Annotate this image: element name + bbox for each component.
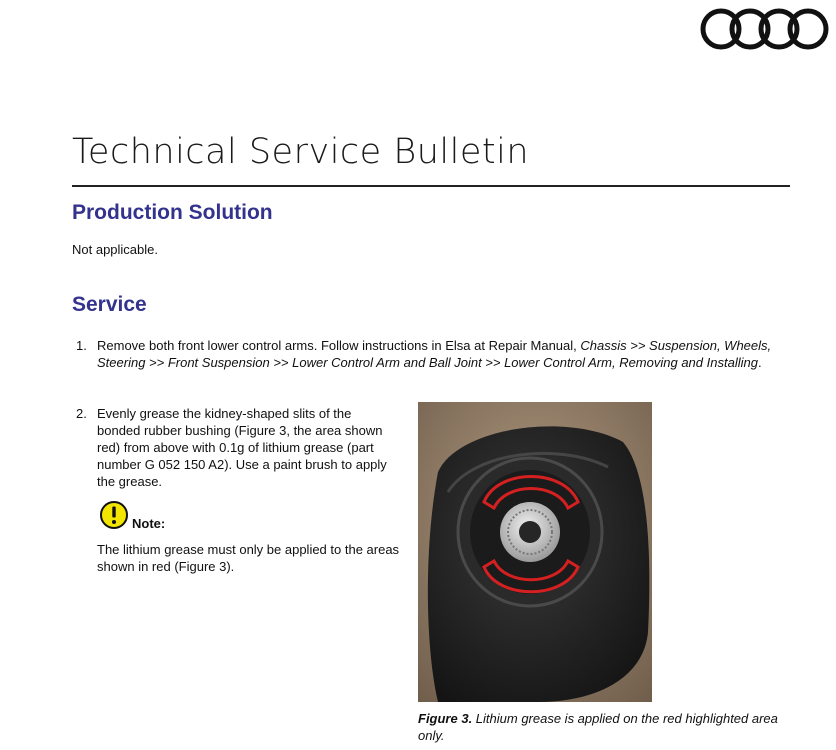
production-solution-text: Not applicable. [72,242,158,257]
step-text: Evenly grease the kidney-shaped slits of the bonded rubber bushing (Figure 3, the area shown red) from above with 0.1g of lithium grease (part number G 052 150 A2). Use a paint brush to apply the grease. [97,406,387,489]
page-title: Technical Service Bulletin [72,132,530,172]
step-text-part: . [757,355,762,370]
title-divider [72,185,790,187]
note-text: The lithium grease must only be applied to the areas shown in red (Figure 3). [97,542,400,574]
repair-manual-path: Chassis >> Suspension, Wheels, Steering >> Front Suspension >> Lower Control Arm and Ball Joint >> Lower Control Arm, Removing and Installing [97,338,772,370]
step-number: 2. [76,406,87,421]
step-text [97,337,797,371]
four-rings-logo-icon [698,6,834,52]
warning-exclamation-icon [99,500,129,530]
step-number: 1. [76,338,87,353]
note-label: Note: [132,516,166,531]
step-text-part: Remove both front lower control arms. Follow instructions in Elsa at Repair Manual, [97,338,581,353]
caption-text: Lithium grease is applied on the red highlighted area only. [418,711,778,743]
bonded-rubber-bushing-photo-icon [418,402,652,702]
service-heading: Service [72,293,147,316]
production-solution-heading: Production Solution [72,201,273,224]
figure-caption [418,710,798,744]
caption-label: Figure 3. [418,711,473,726]
